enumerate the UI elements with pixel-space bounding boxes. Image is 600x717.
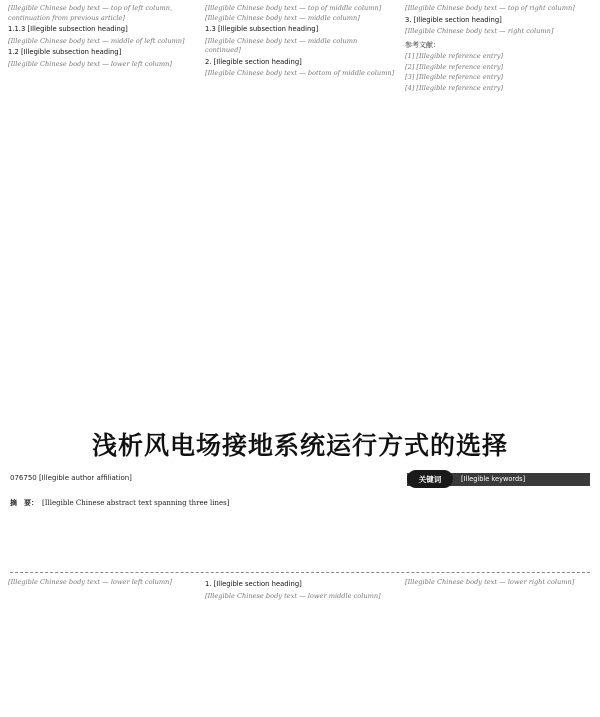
divider [10,572,590,573]
reference-entry: [2] [Illegible reference entry] [405,62,504,71]
upper-column-right [405,4,593,414]
paragraph: [Illegible Chinese body text — lower left column] [8,578,172,586]
paragraph: [Illegible Chinese body text — lower middle column] [205,591,381,600]
abstract-label: 摘 要： [10,499,38,507]
paragraph: [Illegible Chinese body text — top of middle column] [205,4,382,12]
reference-entry: [1] [Illegible reference entry] [405,52,504,60]
reference-entry: [3] [Illegible reference entry] [405,73,504,81]
subsection-heading: 1.1.3 [Illegible subsection heading] [8,25,128,33]
section-heading: 3. [Illegible section heading] [405,15,502,24]
subsection-heading: 1.3 [Illegible subsection heading] [205,25,319,33]
body-column-right [405,578,593,717]
article-title: 浅析风电场接地系统运行方式的选择 [91,431,508,460]
body-column-left [8,578,193,717]
reference-entry: [4] [Illegible reference entry] [405,83,504,92]
paragraph: [Illegible Chinese body text — lower left column] [8,59,172,68]
paragraph: [Illegible Chinese body text — lower right column] [405,578,575,586]
paragraph: [Illegible Chinese body text — middle column continued] [205,36,358,54]
keywords-text: [Illegible keywords] [461,475,526,483]
paragraph: [Illegible Chinese body text — right column] [405,27,554,35]
body-column-middle [205,578,393,717]
upper-column-left [8,4,195,414]
paragraph: [Illegible Chinese body text — top of right column] [405,4,575,12]
references-title: 参考文献： [405,40,440,49]
keywords-label: 关键词 [407,470,453,488]
section-heading: 2. [Illegible section heading] [205,57,302,66]
article-body [0,578,600,717]
section-heading: 1. [Illegible section heading] [205,580,302,588]
paragraph: [Illegible Chinese body text — middle column] [205,13,360,22]
paragraph: [Illegible Chinese body text — bottom of middle column] [205,69,395,77]
paragraph: [Illegible Chinese body text — top of left column, continuation from previous article] [8,4,173,22]
keywords-banner [407,470,590,488]
author-row [10,470,590,492]
subsection-heading: 1.2 [Illegible subsection heading] [8,48,122,56]
paragraph: [Illegible Chinese body text — middle of left column] [8,36,185,45]
upper-column-middle [205,4,395,414]
author-affiliation: 076750 [Illegible author affiliation] [10,474,132,482]
article-title-box [0,430,600,458]
abstract-text: [Illegible Chinese abstract text spanning three lines] [42,499,230,507]
abstract [10,498,590,509]
